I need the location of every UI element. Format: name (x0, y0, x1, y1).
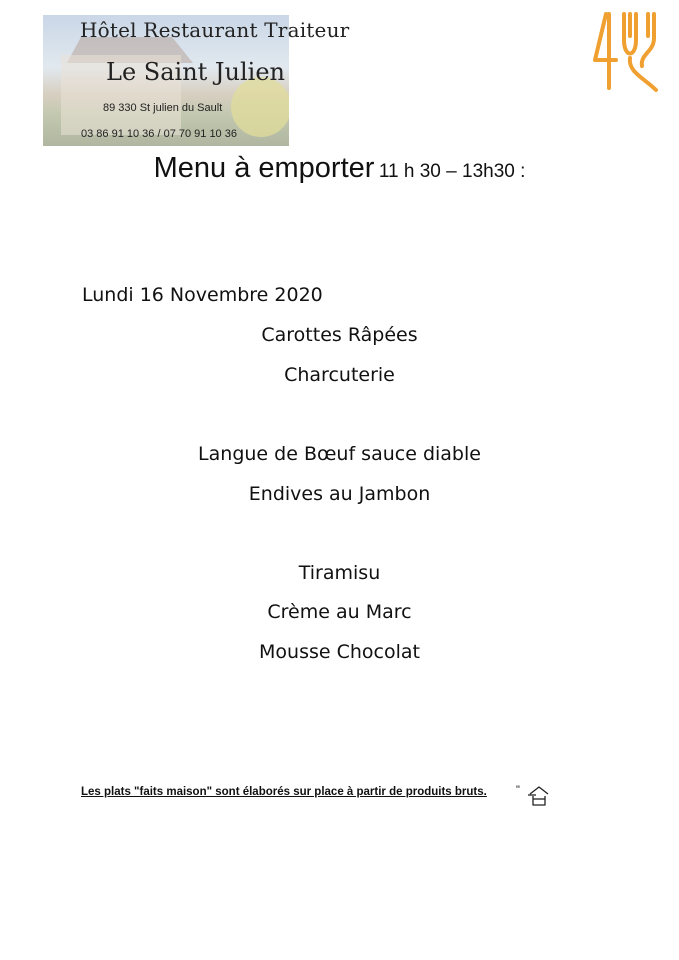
restaurant-name: Le Saint Julien (106, 58, 286, 86)
address: 89 330 St julien du Sault (103, 102, 223, 114)
footnote-mark: " (516, 784, 520, 796)
hotel-name: Hôtel Restaurant Traiteur (80, 18, 350, 42)
dish-item: Tiramisu (298, 562, 381, 584)
house-roof-icon (528, 785, 550, 807)
fork-logo-icon (592, 10, 662, 94)
fait-maison-note: Les plats "faits maison" sont élaborés sur place à partir de produits bruts. (81, 786, 487, 798)
menu-title-line (0, 152, 679, 185)
menu-hours: 11 h 30 – 13h30 : (378, 161, 526, 182)
dish-item: Endives au Jambon (248, 483, 431, 505)
dish-item: Crème au Marc (267, 601, 412, 623)
phone-numbers: 03 86 91 10 36 / 07 70 91 10 36 (81, 128, 237, 140)
dish-item: Carottes Râpées (261, 324, 418, 346)
dish-item: Langue de Bœuf sauce diable (198, 443, 481, 465)
menu-title: Menu à emporter (153, 152, 375, 184)
dish-item: Mousse Chocolat (259, 641, 420, 663)
dish-item: Charcuterie (284, 364, 395, 386)
menu-date: Lundi 16 Novembre 2020 (82, 284, 323, 306)
